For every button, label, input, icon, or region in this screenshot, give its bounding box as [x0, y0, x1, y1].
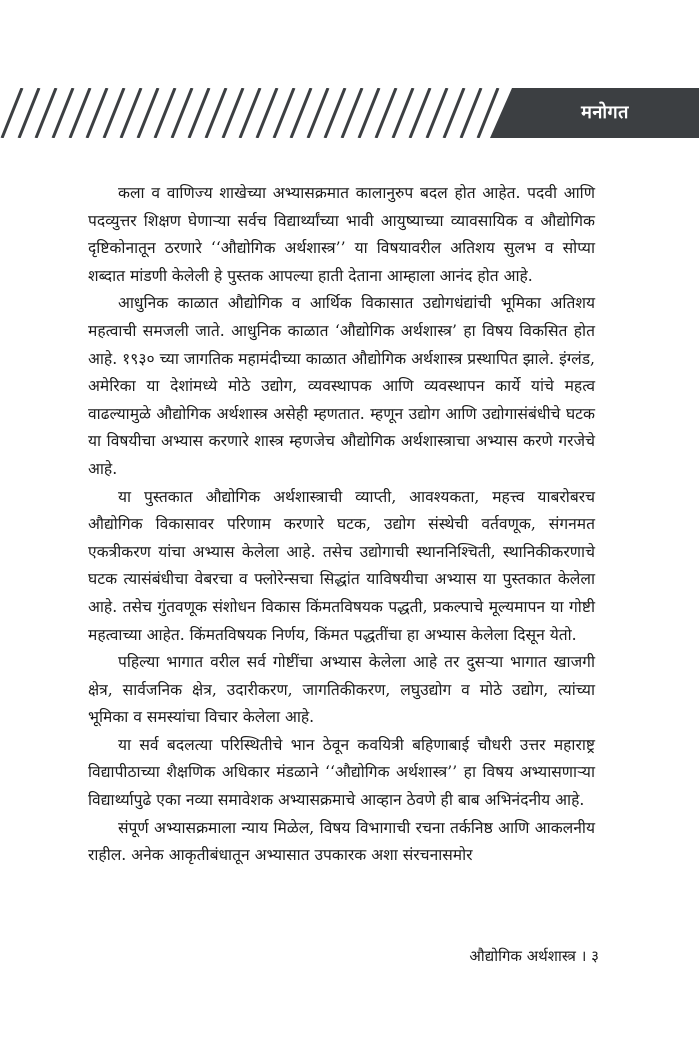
stripe: [393, 88, 413, 138]
stripe: [223, 88, 243, 138]
stripe: [138, 88, 158, 138]
stripe: [410, 88, 430, 138]
running-footer: औद्योगिक अर्थशास्त्र । ३: [469, 947, 599, 965]
stripe: [53, 88, 73, 138]
stripe: [274, 88, 294, 138]
paragraph-3: या पुस्तकात औद्योगिक अर्थशास्त्राची व्याप्ती, आवश्यकता, महत्त्व याबरोबरच औद्योगिक विकासावर परिणाम करणारे घटक, उद्योग संस्थेची वर्तवणूक, संगनमत एकत्रीकरण यांचा अभ्यास केलेला आहे. तसेच उद्योगाची स्थाननिश्चिती, स्थानिकीकरणाचे घटक त्यासंबंधीचा वेबरचा व फ्लोरेन्सचा सिद्धांत याविषयीचा अभ्यास या पुस्तकात केलेला आहे. तसेच गुंतवणूक संशोधन विकास किंमतविषयक पद्धती, प्रकल्पाचे मूल्यमापन या गोष्टी महत्वाच्या आहेत. किंमतविषयक निर्णय, किंमत पद्धतींचा हा अभ्यास केलेला दिसून येतो.: [88, 487, 595, 644]
stripe: [206, 88, 226, 138]
stripe: [325, 88, 345, 138]
paragraph-4: पहिल्या भागात वरील सर्व गोष्टींचा अभ्यास केलेला आहे तर दुसऱ्या भागात खाजगी क्षेत्र, सार्वजनिक क्षेत्र, उदारीकरण, जागतिकीकरण, लघुउद्योग व मोठे उद्योग, त्यांच्या भूमिका व समस्यांचा विचार केलेला आहे.: [88, 653, 595, 727]
stripe: [342, 88, 362, 138]
stripe: [87, 88, 107, 138]
stripe: [257, 88, 277, 138]
stripe: [121, 88, 141, 138]
body-text: [88, 180, 595, 870]
stripe: [36, 88, 56, 138]
paragraph-5: या सर्व बदलत्या परिस्थितीचे भान ठेवून कवयित्री बहिणाबाई चौधरी उत्तर महाराष्ट्र विद्यापीठाच्या शैक्षणिक अधिकार मंडळाने ‘‘औद्योगिक अर्थशास्त्र’’ हा विषय अभ्यासणाऱ्या विद्यार्थ्यापुढे एका नव्या समावेशक अभ्यासक्रमाचे आव्हान ठेवणे ही बाब अभिनंदनीय आहे.: [88, 735, 595, 810]
paragraph-1: कला व वाणिज्य शाखेच्या अभ्यासक्रमात कालानुरुप बदल होत आहेत. पदवी आणि पदव्युत्तर शिक्षण घेणाऱ्या सर्वच विद्यार्थ्यांच्या भावी आयुष्याच्या व्यावसायिक व औद्योगिक दृष्टिकोनातून ठरणारे ‘‘औद्योगिक अर्थशास्त्र’’ या विषयावरील अतिशय सुलभ व सोप्या शब्दात मांडणी केलेली हे पुस्तक आपल्या हाती देताना आम्हाला आनंद होत आहे.: [88, 184, 595, 285]
stripe: [2, 88, 22, 138]
stripe: [240, 88, 260, 138]
stripe: [155, 88, 175, 138]
stripe: [444, 88, 464, 138]
stripe: [376, 88, 396, 138]
paragraph-2: आधुनिक काळात औद्योगिक व आर्थिक विकासात उद्योगधंद्यांची भूमिका अतिशय महत्वाची समजली जाते. आधुनिक काळात ‘औद्योगिक अर्थशास्त्र’ हा विषय विकसित होत आहे. १९३० च्या जागतिक महामंदीच्या काळात औद्योगिक अर्थशास्त्र प्रस्थापित झाले. इंग्लंड, अमेरिका या देशांमध्ये मोठे उद्योग, व्यवस्थापक आणि व्यवस्थापन कार्ये यांचे महत्व वाढल्यामुळे औद्योगिक अर्थशास्त्र असेही म्हणतात. म्हणून उद्योग आणि उद्योगासंबंधीचे घटक या विषयीचा अभ्यास करणारे शास्त्र म्हणजेच औद्योगिक अर्थशास्त्राचा अभ्यास करणे गरजेचे आहे.: [88, 294, 595, 478]
stripe: [427, 88, 447, 138]
section-title: मनोगत: [581, 102, 629, 123]
stripe: [461, 88, 481, 138]
stripe: [172, 88, 192, 138]
stripe: [19, 88, 39, 138]
stripe: [189, 88, 209, 138]
stripe: [359, 88, 379, 138]
stripe: [308, 88, 328, 138]
stripe: [70, 88, 90, 138]
stripe: [291, 88, 311, 138]
stripe: [104, 88, 124, 138]
paragraph-6: संपूर्ण अभ्यासक्रमाला न्याय मिळेल, विषय विभागाची रचना तर्कनिष्ठ आणि आकलनीय राहील. अनेक आकृतीबंधातून अभ्यासात उपकारक अशा संरचनासमोर: [88, 818, 595, 865]
